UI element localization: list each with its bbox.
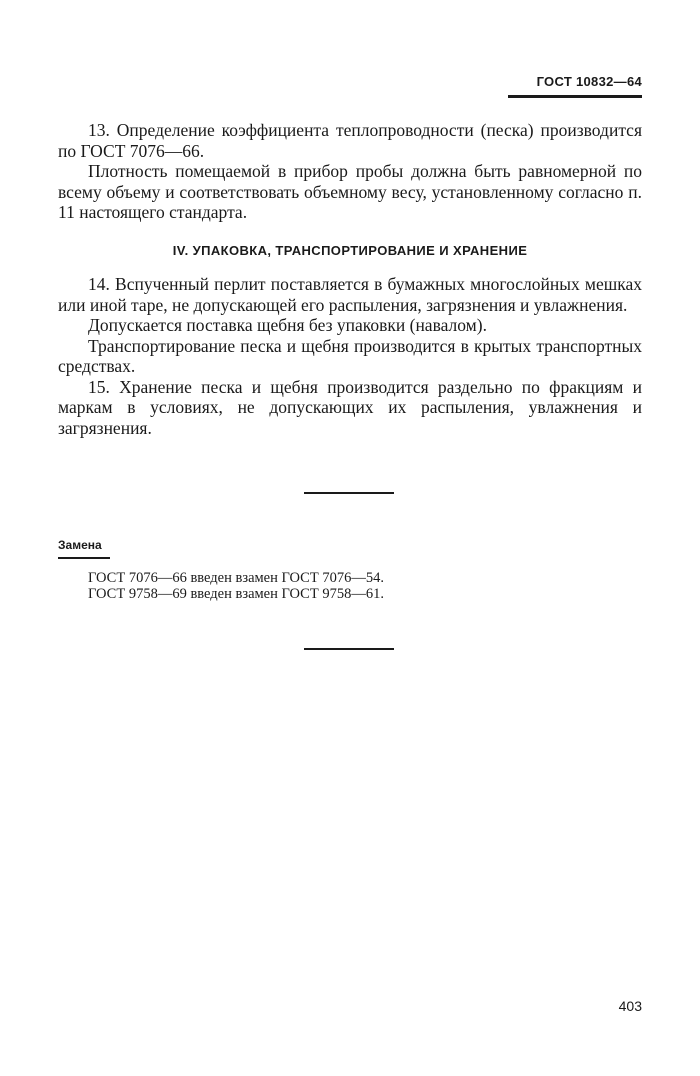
paragraph-density: Плотность помещаемой в прибор пробы должна быть равномерной по всему объему и соответствовать объемному весу, установленному согласно п. 11 настоящего стандарта.: [58, 161, 642, 222]
replacement-list: [88, 570, 508, 602]
section-heading: IV. УПАКОВКА, ТРАНСПОРТИРОВАНИЕ И ХРАНЕНИЕ: [172, 243, 528, 258]
section-iv-block: [58, 274, 642, 438]
end-divider: [304, 648, 394, 650]
standard-header: ГОСТ 10832—64: [536, 74, 642, 89]
replacement-underline: [58, 557, 110, 559]
paragraph-15: 15. Хранение песка и щебня производится раздельно по фракциям и маркам в условиях, не допускающих их распыления, увлажнения и загрязнения.: [58, 376, 642, 438]
header-rule: [508, 95, 642, 98]
replacement-label: Замена: [58, 538, 102, 552]
paragraph-transport: Транспортирование песка и щебня производится в крытых транспортных средствах.: [58, 335, 642, 376]
paragraph-13: 13. Определение коэффициента теплопроводности (песка) производится по ГОСТ 7076—66.: [58, 120, 642, 161]
page-number: 403: [618, 998, 642, 1014]
paragraph-14: 14. Вспученный перлит поставляется в бумажных многослойных мешках или иной таре, не допускающей его распыления, загрязнения и увлажнения.: [58, 274, 642, 315]
replacement-line: ГОСТ 7076—66 введен взамен ГОСТ 7076—54.: [88, 570, 384, 586]
clause-13-block: [58, 120, 642, 223]
replacement-line: ГОСТ 9758—69 введен взамен ГОСТ 9758—61.: [88, 586, 384, 602]
section-divider: [304, 492, 394, 494]
paragraph-bulk-delivery: Допускается поставка щебня без упаковки (навалом).: [88, 315, 487, 335]
